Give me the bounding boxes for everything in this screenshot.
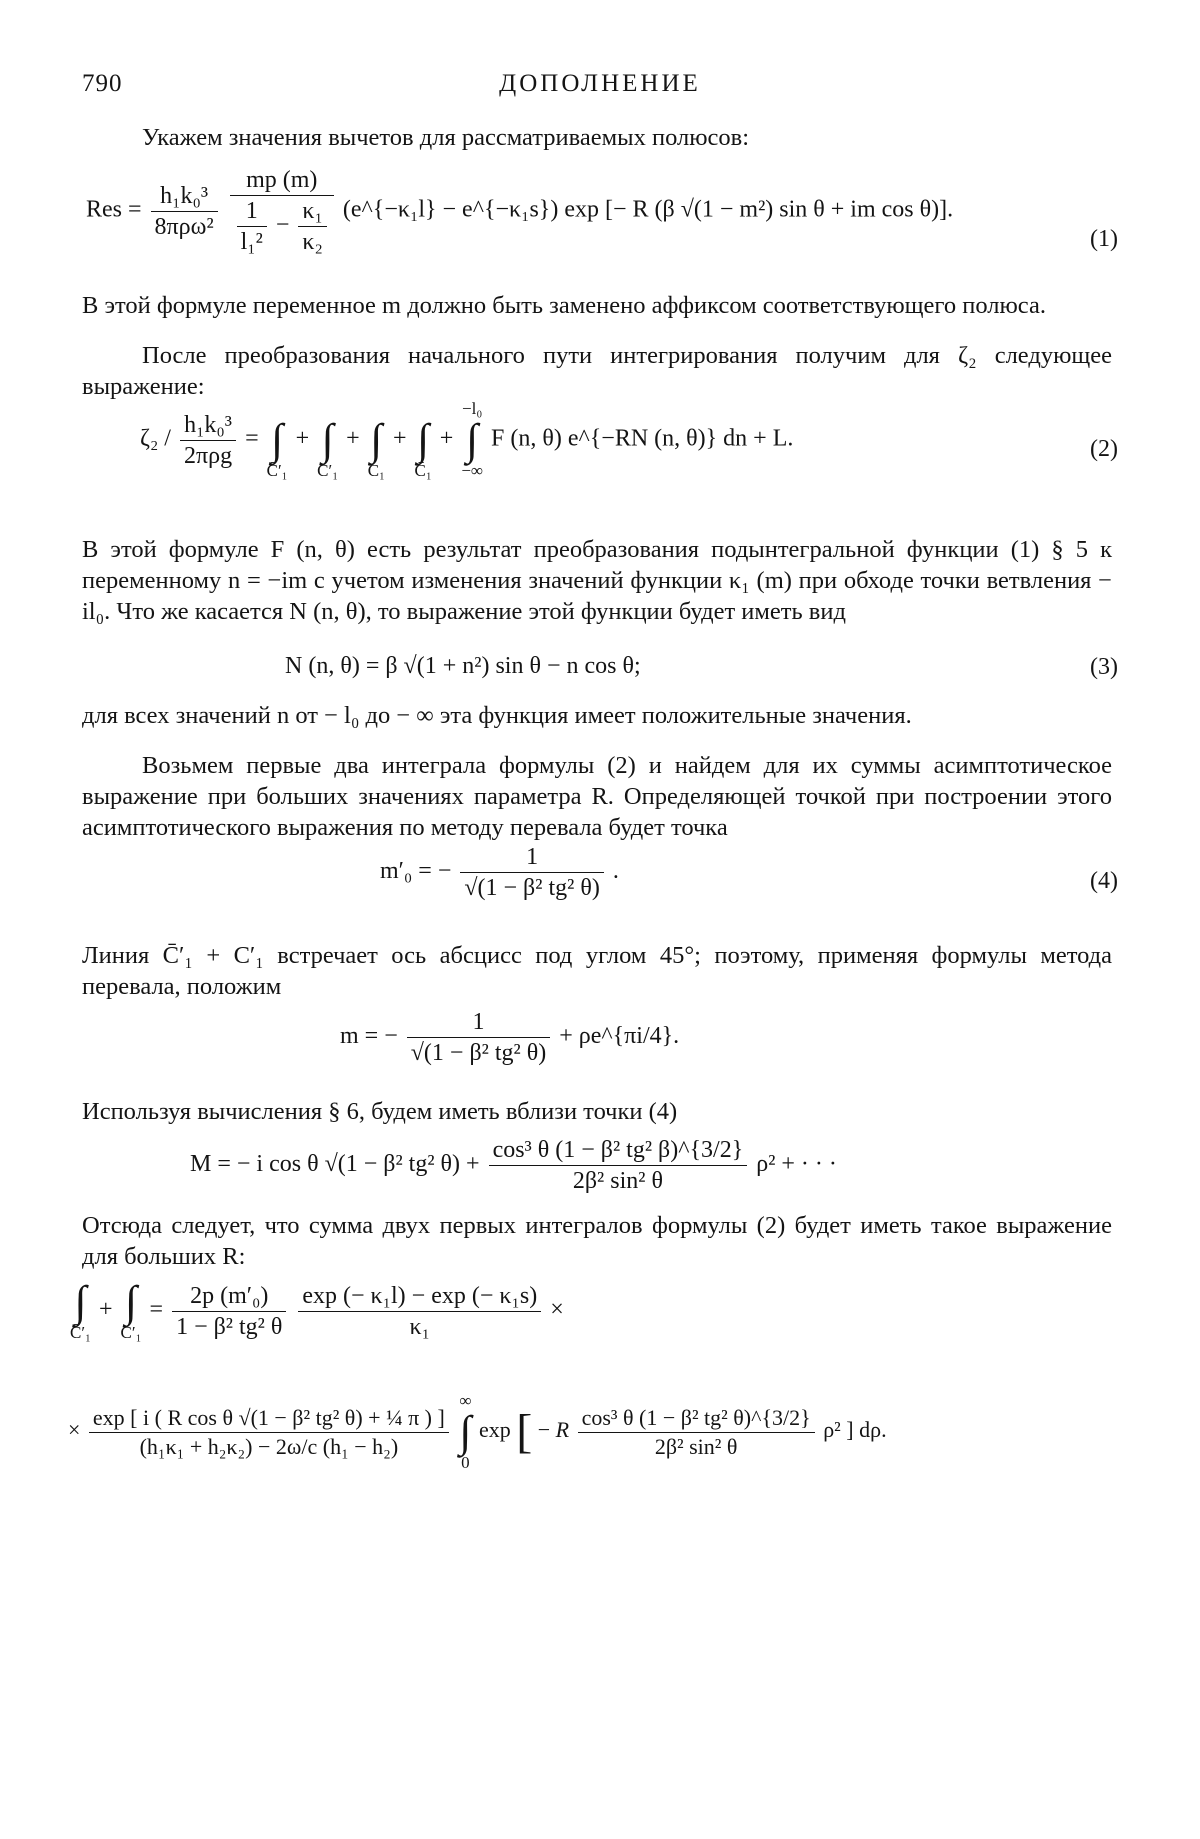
equation-4: m′₀ = − $\frac{1}{\text{√(1 − β² tg² θ)}}$ .: [380, 844, 619, 901]
eq4-frac: $\frac{1}{\text{√(1 − β² tg² θ)}}$: [460, 845, 603, 900]
integral-1: ∫ C̄′₁: [266, 415, 288, 480]
equation-4-number: (4): [1090, 868, 1118, 894]
eq5-frac: $\frac{1}{\text{√(1 − β² tg² θ)}}$: [407, 1010, 550, 1065]
equation-3: N (n, θ) = β √(1 + n²) sin θ − n cos θ;: [285, 653, 641, 679]
integral-4: ∫ C̄₁: [414, 415, 432, 480]
equation-5: [340, 1010, 679, 1065]
eq2-lhs: ζ₂ /: [140, 425, 177, 452]
eq1-frac-b: mp (m) $\frac{1}{\text{l₁²}}$ − $\frac{\text{κ₁}}{\text{κ₂}}$: [230, 168, 334, 254]
eq7-frac-a: $\frac{\text{2p (m′₀)}}{\text{1 − β² tg² θ}}$: [172, 1284, 286, 1339]
eq8-frac-b: $\frac{\text{cos³ θ (1 − β² tg² θ)\textasciicircum{}\{3/2\}}}{\text{2β² sin² θ}}$: [578, 1407, 815, 1458]
integral-2: ∫ C′₁: [317, 415, 339, 480]
equation-3-number: (3): [1090, 654, 1118, 680]
paragraph-2: В этой формуле переменное m должно быть заменено аффиксом соответствующего полюса.: [82, 292, 1046, 319]
equation-2: ζ₂ / $\frac{\text{h₁k₀³}}{\text{2πρg}}$ = ∫ C̄′₁ + ∫ C′₁ + ∫ C₁ + ∫ C̄₁ + −l₀ ∫ −∞ F (n, θ) e^{−RN (n, θ)} dn + L.: [140, 399, 794, 480]
eq1-frac-a: $\frac{\text{h₁k₀³}}{\text{8πρω²}}$: [151, 184, 218, 239]
equation-1: [86, 168, 953, 254]
eq7-times: ×: [550, 1296, 564, 1323]
paragraph-4: В этой формуле F (n, θ) есть результат преобразования подынтегральной функции (1) § 5 к переменному n = −im с учетом изменения значений функции κ₁ (m) при обходе точки ветвления − il₀. Что же касается N (n, θ), то выражение этой функции будет иметь вид: [82, 536, 1112, 625]
running-title: ДОПОЛНЕНИЕ: [499, 70, 701, 97]
page-number: 790: [82, 70, 123, 97]
paragraph-7: Линия C̄′₁ + C′₁ встречает ось абсцисс под углом 45°; поэтому, применяя формулы метода перевала, положим: [82, 942, 1112, 1000]
paragraph-9: Отсюда следует, что сумма двух первых интегралов формулы (2) будет иметь такое выражение для больших R:: [82, 1212, 1112, 1270]
integral-8: ∞ ∫ 0: [459, 1391, 472, 1472]
equation-2-number: (2): [1090, 436, 1118, 462]
paragraph-8: Используя вычисления § 6, будем иметь вблизи точки (4): [82, 1098, 678, 1125]
eq2-eq: =: [245, 425, 259, 452]
paragraph-1: Укажем значения вычетов для рассматриваемых полюсов:: [142, 124, 750, 151]
paragraph-3: После преобразования начального пути интегрирования получим для ζ₂ следующее выражение:: [82, 342, 1112, 400]
eq1-tail: (e^{−κ₁l} − e^{−κ₁s}) exp [− R (β √(1 − m²) sin θ + im cos θ)].: [342, 196, 954, 223]
equation-1-number: (1): [1090, 226, 1118, 252]
eq6-frac: $\frac{\text{cos³ θ (1 − β² tg² β)\textasciicircum{}\{3/2\}}}{\text{2β² sin² θ}}$: [489, 1138, 748, 1193]
eq2-frac: $\frac{\text{h₁k₀³}}{\text{2πρg}}$: [180, 413, 236, 468]
eq8-times: ×: [68, 1417, 81, 1443]
eq8-exp: exp: [478, 1417, 511, 1443]
eq6-tail: ρ² + · · ·: [756, 1151, 837, 1178]
integral-7b: ∫ C′₁: [120, 1277, 142, 1342]
eq8-tail: ρ² ] dρ.: [823, 1417, 887, 1443]
eq4-lhs: m′₀ = −: [380, 858, 452, 885]
equation-7: ∫ C̄′₁ + ∫ C′₁ = $\frac{\text{2p (m′₀)}}{\text{1 − β² tg² θ}}$ $\frac{\text{exp (− κ₁l) − exp (− κ₁s)}}{\text{κ₁}}$ ×: [70, 1277, 564, 1342]
eq6-lhs: M = − i cos θ √(1 − β² tg² θ) +: [190, 1151, 480, 1178]
eq7-frac-b: $\frac{\text{exp (− κ₁l) − exp (− κ₁s)}}{\text{κ₁}}$: [298, 1284, 541, 1339]
integral-7a: ∫ C̄′₁: [70, 1277, 91, 1342]
eq2-body: F (n, θ) e^{−RN (n, θ)} dn + L.: [491, 425, 794, 452]
equation-6: [190, 1138, 837, 1193]
eq1-res: Res =: [86, 196, 142, 223]
integral-3: ∫ C₁: [367, 415, 385, 480]
eq5-lhs: m = −: [340, 1023, 398, 1050]
integral-5: −l₀ ∫ −∞: [461, 399, 484, 480]
paragraph-6: Возьмем первые два интеграла формулы (2) и найдем для их суммы асимптотическое выражение при больших значениях параметра R. Определяющей точкой при построении этого асимптотического выражения по методу перевала будет точка: [82, 752, 1112, 841]
eq8-frac-a: $\frac{\text{exp [ i ( R cos θ √(1 − β² tg² θ) + ¼ π ) ]}}{\text{(h₁κ₁ + h₂κ₂) − 2ω/c (h₁ − h₂)}}$: [89, 1407, 449, 1458]
equation-8: × $\frac{\text{exp [ i ( R cos θ √(1 − β² tg² θ) + ¼ π ) ]}}{\text{(h₁κ₁ + h₂κ₂) − 2ω/c (h₁ − h₂)}}$ ∞ ∫ 0 exp [ − R $\frac{\text{cos³ θ (1 − β² tg² θ)\textasciicircum{}\{3/2\}}}{\text{2β² sin² θ}}$ ρ² ] dρ.: [68, 1391, 887, 1472]
eq5-tail: + ρe^{πi/4}.: [559, 1023, 680, 1050]
paragraph-5: для всех значений n от − l₀ до − ∞ эта функция имеет положительные значения.: [82, 702, 912, 729]
